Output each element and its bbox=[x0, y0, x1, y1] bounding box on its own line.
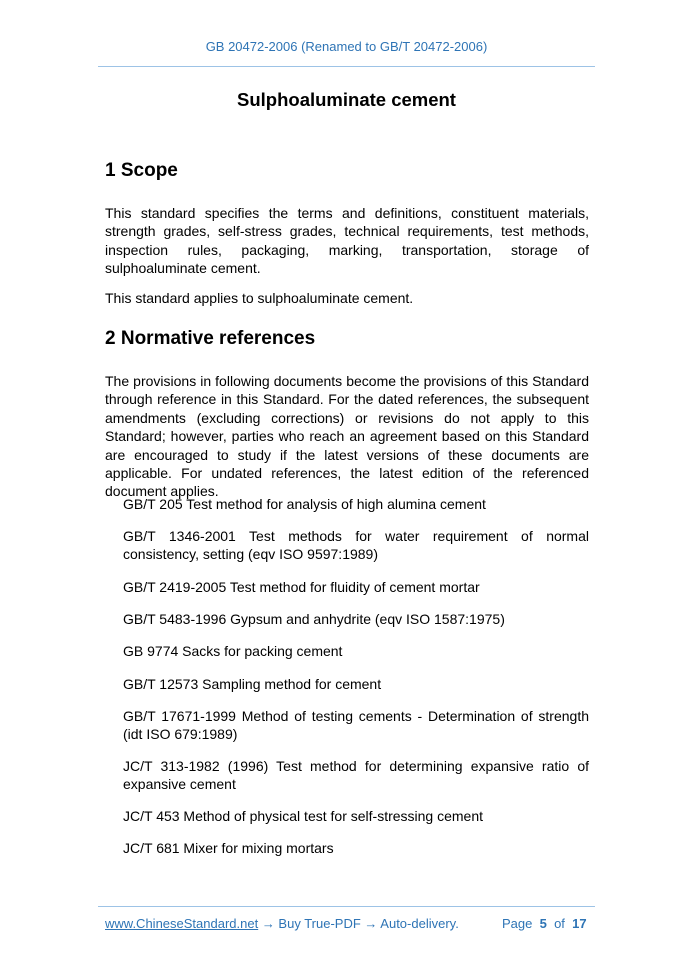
website-link[interactable]: www.ChineseStandard.net bbox=[105, 916, 259, 931]
normative-references-body bbox=[105, 372, 589, 501]
document-title: Sulphoaluminate cement bbox=[237, 89, 456, 110]
reference-item: GB/T 205 Test method for analysis of high alumina cement bbox=[123, 496, 486, 512]
page-indicator bbox=[502, 916, 587, 931]
paragraph: The provisions in following documents become the provisions of this Standard through reference in this Standard. For the dated references, the subsequent amendments (excluding corrections) or revisions do not apply to this Standard; however, parties who reach an agreement based on this Standard are encouraged to study if the latest versions of these documents are applicable. For undated references, the latest edition of the referenced document applies. bbox=[105, 373, 589, 500]
page-of: of bbox=[554, 916, 565, 931]
reference-item: GB/T 17671-1999 Method of testing cements - Determination of strength (idt ISO 679:1989) bbox=[123, 708, 589, 743]
paragraph: This standard applies to sulphoaluminate cement. bbox=[105, 290, 414, 306]
section-heading-scope: 1 Scope bbox=[105, 160, 178, 181]
footer-divider bbox=[98, 906, 595, 907]
page-label: Page bbox=[502, 916, 533, 931]
reference-item: JC/T 313-1982 (1996) Test method for determining expansive ratio of expansive cement bbox=[123, 758, 589, 793]
reference-item: GB/T 2419-2005 Test method for fluidity of cement mortar bbox=[123, 579, 480, 595]
page-total: 17 bbox=[572, 916, 587, 931]
reference-item: GB/T 1346-2001 Test methods for water requirement of normal consistency, setting (eqv ISO 9597:1989) bbox=[123, 528, 589, 563]
reference-item: GB 9774 Sacks for packing cement bbox=[123, 643, 343, 659]
scope-body bbox=[105, 204, 589, 278]
running-header: GB 20472-2006 (Renamed to GB/T 20472-2006) bbox=[205, 39, 488, 54]
scope-body-2 bbox=[105, 289, 589, 307]
reference-item: JC/T 681 Mixer for mixing mortars bbox=[123, 840, 334, 856]
reference-item: GB/T 12573 Sampling method for cement bbox=[123, 676, 382, 692]
reference-item: JC/T 453 Method of physical test for self-stressing cement bbox=[123, 808, 484, 824]
footer-tagline: → Buy True-PDF → Auto-delivery. bbox=[258, 916, 459, 931]
page-current: 5 bbox=[539, 916, 547, 931]
reference-item: GB/T 5483-1996 Gypsum and anhydrite (eqv ISO 1587:1975) bbox=[123, 611, 505, 627]
paragraph: This standard specifies the terms and definitions, constituent materials, strength grades, self-stress grades, technical requirements, test methods, inspection rules, packaging, marking, transportation, storage of sulphoaluminate cement. bbox=[105, 205, 589, 277]
header-divider bbox=[98, 66, 595, 67]
footer-promo bbox=[105, 916, 459, 931]
section-heading-normative-references: 2 Normative references bbox=[105, 328, 316, 349]
